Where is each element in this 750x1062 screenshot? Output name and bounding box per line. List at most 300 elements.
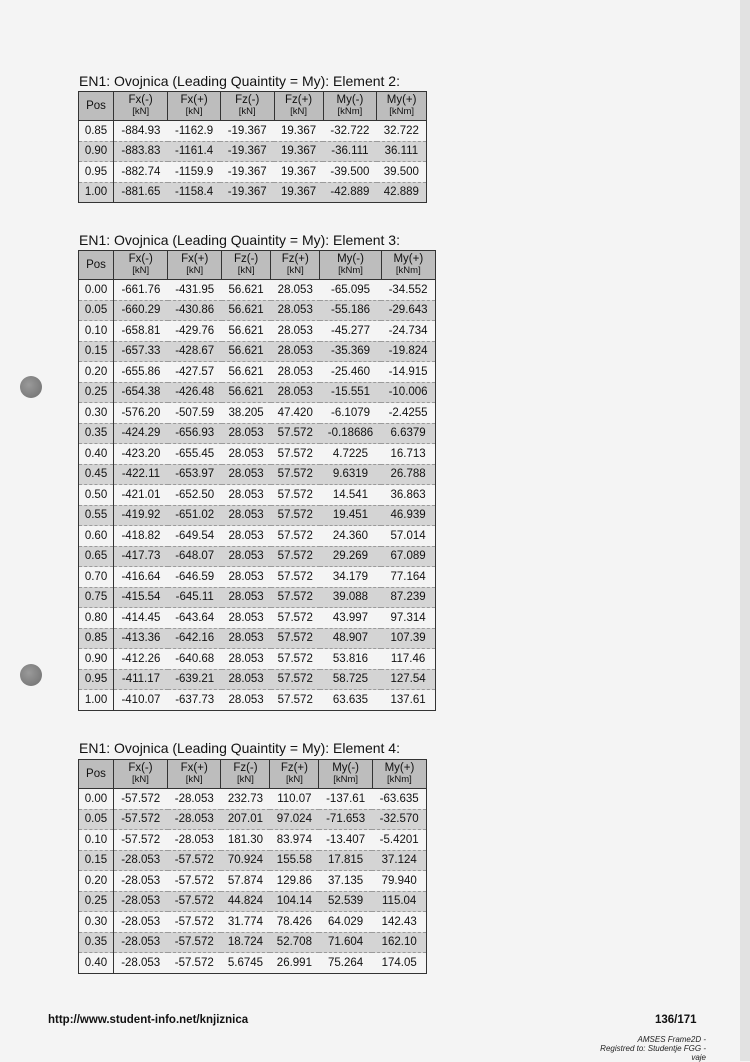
footer-url: http://www.student-info.net/knjiznica xyxy=(48,1014,249,1026)
column-name: Fz(-) xyxy=(235,94,260,106)
position-cell: 0.25 xyxy=(79,891,114,912)
table-row xyxy=(79,649,436,670)
column-header xyxy=(79,251,114,280)
value-cell: 28.053 xyxy=(222,628,271,649)
value-cell: 37.124 xyxy=(372,850,426,871)
column-header xyxy=(114,92,168,121)
table-row xyxy=(79,341,436,362)
column-name: Fz(+) xyxy=(281,253,309,265)
value-cell: -55.186 xyxy=(320,300,381,321)
value-cell: -1161.4 xyxy=(168,141,221,162)
table-header xyxy=(79,251,436,280)
value-cell: -24.734 xyxy=(381,321,435,342)
value-cell: 57.572 xyxy=(271,444,320,465)
column-unit: [kN] xyxy=(290,106,308,117)
value-cell: 9.6319 xyxy=(320,464,381,485)
value-cell: -427.57 xyxy=(168,362,222,383)
value-cell: -648.07 xyxy=(168,546,222,567)
column-unit: [kN] xyxy=(286,265,304,276)
value-cell: 56.621 xyxy=(222,341,271,362)
column-unit: [kN] xyxy=(185,774,203,785)
value-cell: -57.572 xyxy=(113,830,167,851)
column-unit: [kN] xyxy=(132,774,149,785)
value-cell: 4.7225 xyxy=(320,444,381,465)
column-name: Fx(-) xyxy=(128,94,153,106)
value-cell: -661.76 xyxy=(114,280,168,301)
value-cell: 28.053 xyxy=(271,362,320,383)
value-cell: 117.46 xyxy=(381,649,435,670)
position-cell: 0.10 xyxy=(79,830,114,851)
page-edge xyxy=(740,0,750,1061)
value-cell: -658.81 xyxy=(114,321,168,342)
value-cell: -637.73 xyxy=(175,693,215,706)
value-cell: -28.053 xyxy=(168,830,221,851)
value-cell: -57.572 xyxy=(174,956,214,969)
value-cell: -655.45 xyxy=(168,444,222,465)
value-cell: -649.54 xyxy=(168,526,222,547)
column-name: Fz(-) xyxy=(234,253,259,265)
value-cell: 127.54 xyxy=(381,669,435,690)
value-cell: -1162.9 xyxy=(168,121,221,142)
value-cell: -639.21 xyxy=(168,669,222,690)
value-cell: 75.264 xyxy=(328,956,364,969)
column-header xyxy=(270,760,319,789)
value-cell: 28.053 xyxy=(222,423,271,444)
column-unit: [kN] xyxy=(186,265,204,276)
results-table-element-3 xyxy=(78,250,436,711)
table-header xyxy=(79,760,427,789)
position-cell: 0.65 xyxy=(79,546,114,567)
value-cell: -412.26 xyxy=(114,649,168,670)
value-cell: -19.824 xyxy=(381,341,435,362)
column-header xyxy=(79,92,114,121)
value-cell: -25.460 xyxy=(320,362,381,383)
value-cell: 28.053 xyxy=(222,505,271,526)
value-cell: 64.029 xyxy=(319,912,372,933)
value-cell: 24.360 xyxy=(320,526,381,547)
value-cell: 57.572 xyxy=(271,567,320,588)
table-row xyxy=(79,423,436,444)
table-row xyxy=(79,891,427,912)
position-cell: 0.85 xyxy=(79,121,114,142)
table-row xyxy=(79,321,436,342)
value-cell: 97.024 xyxy=(270,809,319,830)
table-body xyxy=(79,280,436,711)
table-row xyxy=(79,485,436,506)
table-row xyxy=(79,932,427,953)
value-cell: 52.708 xyxy=(270,932,319,953)
column-name: My(+) xyxy=(393,253,424,265)
table-row xyxy=(79,162,427,183)
position-cell: 0.90 xyxy=(79,141,114,162)
value-cell: -57.572 xyxy=(168,891,221,912)
value-cell: 19.451 xyxy=(320,505,381,526)
value-cell: -32.722 xyxy=(323,121,377,142)
position-cell: 0.10 xyxy=(79,321,114,342)
position-cell: 0.70 xyxy=(79,567,114,588)
column-name: My(-) xyxy=(337,253,364,265)
value-cell: -654.38 xyxy=(114,382,168,403)
position-cell: 0.20 xyxy=(79,362,114,383)
table-row xyxy=(79,953,427,974)
value-cell: 28.053 xyxy=(222,608,271,629)
column-name: Fx(+) xyxy=(180,94,208,106)
value-cell: -19.367 xyxy=(220,141,274,162)
table-row xyxy=(79,362,436,383)
value-cell: 5.6745 xyxy=(227,956,264,969)
position-cell: 0.00 xyxy=(79,789,114,810)
value-cell: -881.65 xyxy=(114,182,168,203)
value-cell: 48.907 xyxy=(320,628,381,649)
value-cell: -28.053 xyxy=(113,891,167,912)
column-unit: [kNm] xyxy=(389,106,415,117)
position-cell: 0.05 xyxy=(79,300,114,321)
position-cell: 0.30 xyxy=(79,912,114,933)
value-cell: 56.621 xyxy=(222,382,271,403)
value-cell: -507.59 xyxy=(168,403,222,424)
value-cell: 56.621 xyxy=(222,300,271,321)
position-cell: 1.00 xyxy=(79,182,114,203)
value-cell: 57.874 xyxy=(221,871,270,892)
value-cell: -646.59 xyxy=(168,567,222,588)
value-cell: 87.239 xyxy=(381,587,435,608)
value-cell: 57.572 xyxy=(271,485,320,506)
value-cell: -36.111 xyxy=(323,141,377,162)
position-cell: 0.15 xyxy=(79,341,114,362)
column-unit: [kN] xyxy=(237,774,254,785)
value-cell: -57.572 xyxy=(168,912,221,933)
column-name: Pos xyxy=(86,768,106,780)
position-cell: 0.45 xyxy=(79,464,114,485)
value-cell: 57.572 xyxy=(271,669,320,690)
table-row xyxy=(79,182,427,203)
value-cell: -65.095 xyxy=(320,280,381,301)
value-cell: 57.572 xyxy=(271,628,320,649)
value-cell: -419.92 xyxy=(114,505,168,526)
value-cell: 28.053 xyxy=(271,341,320,362)
value-cell: 57.572 xyxy=(271,587,320,608)
registration: Registred to: Studentje FGG - vaje xyxy=(600,1044,706,1062)
column-header xyxy=(372,760,426,789)
value-cell: 36.111 xyxy=(377,141,427,162)
position-cell: 0.30 xyxy=(79,403,114,424)
results-table-element-2 xyxy=(78,91,427,203)
column-header xyxy=(377,92,427,121)
value-cell: -653.97 xyxy=(168,464,222,485)
column-name: My(+) xyxy=(384,762,415,774)
table-row xyxy=(79,850,427,871)
value-cell: -410.07 xyxy=(121,693,161,706)
value-cell: 181.30 xyxy=(221,830,270,851)
value-cell: -431.95 xyxy=(168,280,222,301)
table-row xyxy=(79,444,436,465)
table-title-element-3: EN1: Ovojnica (Leading Quaintity = My): Element 3: xyxy=(79,232,400,248)
table-row xyxy=(79,280,436,301)
column-header xyxy=(168,760,221,789)
value-cell: 174.05 xyxy=(381,956,417,969)
value-cell: -39.500 xyxy=(323,162,377,183)
position-cell: 0.35 xyxy=(79,932,114,953)
value-cell: -28.053 xyxy=(121,956,161,969)
value-cell: 47.420 xyxy=(271,403,320,424)
column-name: Fx(-) xyxy=(128,762,153,774)
value-cell: 79.940 xyxy=(372,871,426,892)
value-cell: -32.570 xyxy=(372,809,426,830)
value-cell: 56.621 xyxy=(222,321,271,342)
value-cell: 107.39 xyxy=(381,628,435,649)
value-cell: 37.135 xyxy=(319,871,372,892)
value-cell: 57.572 xyxy=(271,546,320,567)
value-cell: -884.93 xyxy=(114,121,168,142)
column-name: Pos xyxy=(86,100,106,112)
table-row xyxy=(79,403,436,424)
value-cell: 28.053 xyxy=(222,526,271,547)
value-cell: 104.14 xyxy=(270,891,319,912)
table-row xyxy=(79,464,436,485)
value-cell: 44.824 xyxy=(221,891,270,912)
value-cell: 29.269 xyxy=(320,546,381,567)
value-cell: 110.07 xyxy=(270,789,319,810)
position-cell: 0.95 xyxy=(79,669,114,690)
value-cell: -28.053 xyxy=(113,932,167,953)
value-cell: 115.04 xyxy=(372,891,426,912)
value-cell: -422.11 xyxy=(114,464,168,485)
value-cell: 19.367 xyxy=(274,141,323,162)
position-cell: 1.00 xyxy=(79,690,114,711)
value-cell: -423.20 xyxy=(114,444,168,465)
column-name: My(-) xyxy=(332,762,360,774)
column-unit: [kNm] xyxy=(337,106,363,117)
value-cell: 56.621 xyxy=(222,280,271,301)
value-cell: -19.367 xyxy=(220,182,274,203)
value-cell: 18.724 xyxy=(221,932,270,953)
position-cell: 0.25 xyxy=(79,382,114,403)
position-cell: 0.20 xyxy=(79,871,114,892)
value-cell: -428.67 xyxy=(168,341,222,362)
value-cell: -652.50 xyxy=(168,485,222,506)
value-cell: 14.541 xyxy=(320,485,381,506)
value-cell: 36.863 xyxy=(381,485,435,506)
value-cell: 57.014 xyxy=(381,526,435,547)
value-cell: -883.83 xyxy=(114,141,168,162)
value-cell: 142.43 xyxy=(372,912,426,933)
value-cell: 28.053 xyxy=(271,321,320,342)
value-cell: 232.73 xyxy=(221,789,270,810)
column-name: My(-) xyxy=(336,94,364,106)
value-cell: 28.053 xyxy=(271,300,320,321)
column-header xyxy=(222,251,271,280)
value-cell: 58.725 xyxy=(320,669,381,690)
value-cell: -6.1079 xyxy=(320,403,381,424)
value-cell: 63.635 xyxy=(332,693,369,706)
column-name: Fz(+) xyxy=(280,762,308,774)
column-header xyxy=(271,251,320,280)
page-number: 136/171 xyxy=(655,1014,697,1026)
value-cell: -421.01 xyxy=(114,485,168,506)
position-cell: 0.80 xyxy=(79,608,114,629)
value-cell: -28.053 xyxy=(113,850,167,871)
value-cell: -28.053 xyxy=(168,809,221,830)
position-cell: 0.15 xyxy=(79,850,114,871)
position-cell: 0.85 xyxy=(79,628,114,649)
column-name: Fx(+) xyxy=(181,253,209,265)
value-cell: 57.572 xyxy=(271,464,320,485)
column-name: My(+) xyxy=(386,94,417,106)
value-cell: 57.572 xyxy=(271,526,320,547)
position-cell: 0.35 xyxy=(79,423,114,444)
table-row xyxy=(79,382,436,403)
value-cell: -57.572 xyxy=(113,809,167,830)
value-cell: 57.572 xyxy=(271,505,320,526)
value-cell: -15.551 xyxy=(320,382,381,403)
table-row xyxy=(79,567,436,588)
column-unit: [kN] xyxy=(238,106,256,117)
value-cell: -655.86 xyxy=(114,362,168,383)
position-cell: 0.95 xyxy=(79,162,114,183)
value-cell: -29.643 xyxy=(381,300,435,321)
value-cell: 137.61 xyxy=(390,693,426,706)
table-title-element-2: EN1: Ovojnica (Leading Quaintity = My): Element 2: xyxy=(79,73,400,89)
value-cell: 26.788 xyxy=(381,464,435,485)
column-unit: [kN] xyxy=(237,265,255,276)
value-cell: -5.4201 xyxy=(372,830,426,851)
value-cell: -656.93 xyxy=(168,423,222,444)
table-title-element-4: EN1: Ovojnica (Leading Quaintity = My): Element 4: xyxy=(79,740,400,756)
value-cell: -660.29 xyxy=(114,300,168,321)
position-cell: 0.40 xyxy=(79,444,114,465)
value-cell: -651.02 xyxy=(168,505,222,526)
value-cell: 34.179 xyxy=(320,567,381,588)
value-cell: -576.20 xyxy=(114,403,168,424)
table-row xyxy=(79,912,427,933)
value-cell: -411.17 xyxy=(114,669,168,690)
table-row xyxy=(79,809,427,830)
value-cell: 19.367 xyxy=(274,162,323,183)
column-name: Fx(+) xyxy=(180,762,208,774)
value-cell: -28.053 xyxy=(113,912,167,933)
column-header xyxy=(320,251,381,280)
value-cell: 31.774 xyxy=(221,912,270,933)
value-cell: 19.367 xyxy=(274,182,323,203)
footer-app-info xyxy=(600,1035,706,1062)
value-cell: 129.86 xyxy=(270,871,319,892)
binder-hole xyxy=(20,376,42,398)
value-cell: -640.68 xyxy=(168,649,222,670)
column-unit: [kNm] xyxy=(338,265,363,276)
value-cell: -429.76 xyxy=(168,321,222,342)
value-cell: 28.053 xyxy=(222,587,271,608)
table-row xyxy=(79,608,436,629)
value-cell: 39.500 xyxy=(377,162,427,183)
value-cell: 207.01 xyxy=(221,809,270,830)
value-cell: 6.6379 xyxy=(381,423,435,444)
table-row xyxy=(79,669,436,690)
value-cell: -418.82 xyxy=(114,526,168,547)
value-cell: -63.635 xyxy=(372,789,426,810)
value-cell: -14.915 xyxy=(381,362,435,383)
value-cell: 162.10 xyxy=(372,932,426,953)
value-cell: -57.572 xyxy=(113,789,167,810)
position-cell: 0.05 xyxy=(79,809,114,830)
column-header xyxy=(220,92,274,121)
value-cell: 28.053 xyxy=(271,382,320,403)
value-cell: 28.053 xyxy=(228,693,264,706)
value-cell: 26.991 xyxy=(276,956,312,969)
table-header xyxy=(79,92,427,121)
value-cell: 32.722 xyxy=(377,121,427,142)
binder-hole xyxy=(20,664,42,686)
table-row xyxy=(79,505,436,526)
value-cell: -34.552 xyxy=(381,280,435,301)
value-cell: -426.48 xyxy=(168,382,222,403)
value-cell: -35.369 xyxy=(320,341,381,362)
position-cell: 0.55 xyxy=(79,505,114,526)
table-row xyxy=(79,121,427,142)
value-cell: 19.367 xyxy=(274,121,323,142)
value-cell: 77.164 xyxy=(381,567,435,588)
value-cell: -42.889 xyxy=(323,182,377,203)
column-unit: [kNm] xyxy=(387,774,412,785)
value-cell: -45.277 xyxy=(320,321,381,342)
column-unit: [kN] xyxy=(185,106,203,117)
value-cell: -1158.4 xyxy=(168,182,221,203)
value-cell: -642.16 xyxy=(168,628,222,649)
value-cell: -10.006 xyxy=(381,382,435,403)
column-unit: [kN] xyxy=(132,265,150,276)
table-row xyxy=(79,300,436,321)
table-row xyxy=(79,546,436,567)
value-cell: 53.816 xyxy=(320,649,381,670)
value-cell: -0.18686 xyxy=(320,423,381,444)
value-cell: 28.053 xyxy=(222,649,271,670)
value-cell: -657.33 xyxy=(114,341,168,362)
value-cell: 43.997 xyxy=(320,608,381,629)
column-name: Fx(-) xyxy=(128,253,153,265)
column-unit: [kN] xyxy=(132,106,150,117)
value-cell: 70.924 xyxy=(221,850,270,871)
column-header xyxy=(274,92,323,121)
value-cell: 16.713 xyxy=(381,444,435,465)
column-header xyxy=(319,760,372,789)
position-cell: 0.50 xyxy=(79,485,114,506)
value-cell: -71.653 xyxy=(319,809,372,830)
value-cell: -414.45 xyxy=(114,608,168,629)
table-row xyxy=(79,141,427,162)
value-cell: -416.64 xyxy=(114,567,168,588)
value-cell: 39.088 xyxy=(320,587,381,608)
value-cell: -645.11 xyxy=(168,587,222,608)
app-name: AMSES Frame2D - xyxy=(637,1035,706,1044)
value-cell: -413.36 xyxy=(114,628,168,649)
value-cell: 57.572 xyxy=(277,693,313,706)
column-header xyxy=(221,760,270,789)
position-cell: 0.75 xyxy=(79,587,114,608)
value-cell: -417.73 xyxy=(114,546,168,567)
column-header xyxy=(381,251,435,280)
value-cell: 28.053 xyxy=(222,546,271,567)
table-body xyxy=(79,121,427,203)
value-cell: -1159.9 xyxy=(168,162,221,183)
position-cell: 0.00 xyxy=(79,280,114,301)
value-cell: -57.572 xyxy=(168,871,221,892)
column-unit: [kN] xyxy=(285,774,303,785)
column-unit: [kNm] xyxy=(395,265,421,276)
value-cell: -2.4255 xyxy=(381,403,435,424)
column-header xyxy=(114,251,168,280)
value-cell: 28.053 xyxy=(222,444,271,465)
value-cell: 52.539 xyxy=(319,891,372,912)
table-row xyxy=(79,789,427,810)
